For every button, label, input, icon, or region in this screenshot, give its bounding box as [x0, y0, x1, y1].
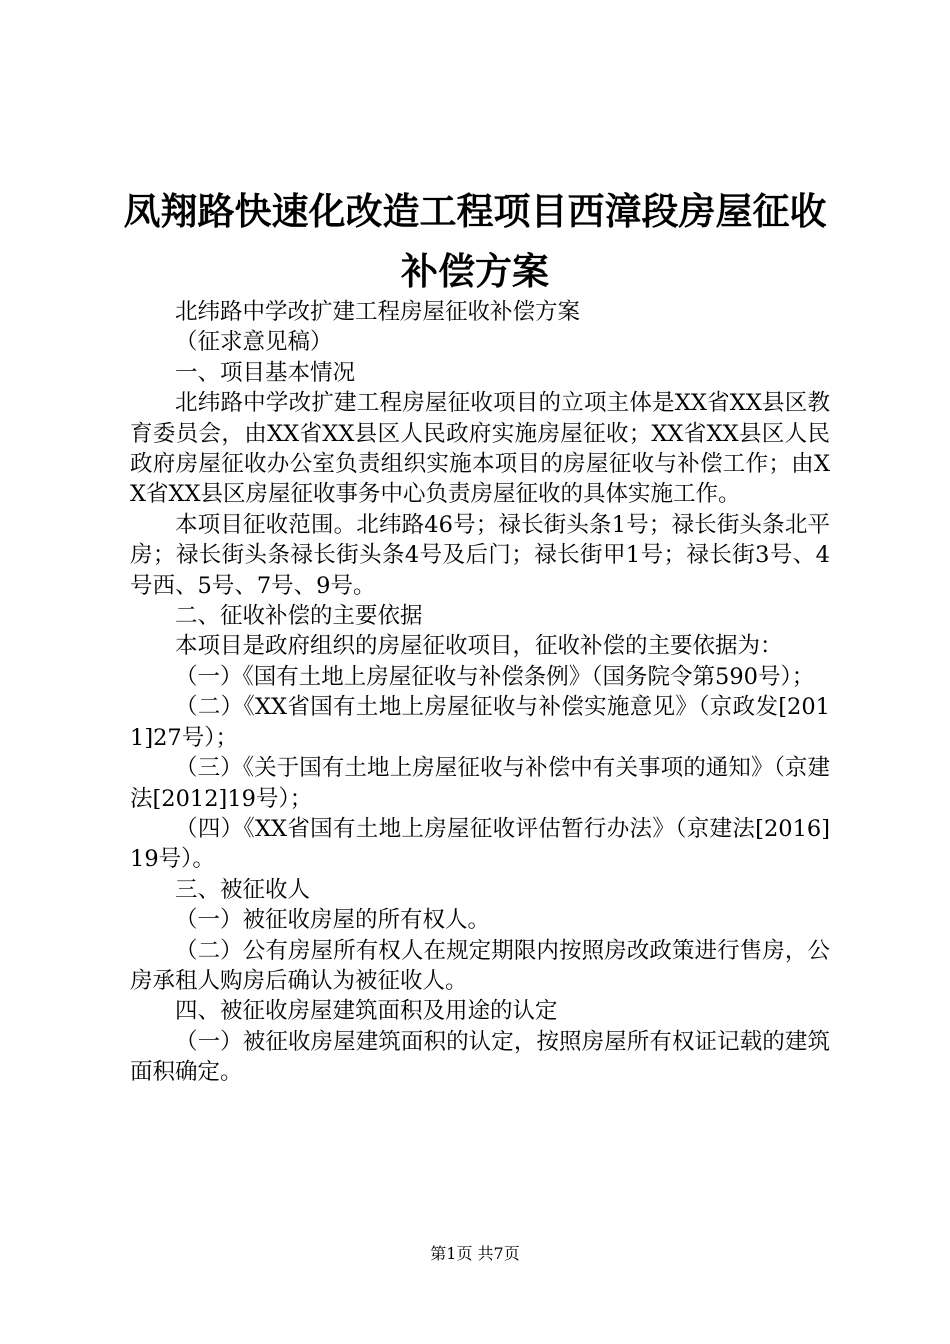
list-item: （三）《关于国有土地上房屋征收与补偿中有关事项的通知》（京建法[2012]19号）； — [130, 755, 830, 812]
list-item: （二）《XX省国有土地上房屋征收与补偿实施意见》（京政发[2011]27号）； — [130, 694, 830, 751]
section-heading-1: 一、项目基本情况 — [175, 359, 356, 386]
list-item: （四）《XX省国有土地上房屋征收评估暂行办法》（京建法[2016]19号）。 — [130, 815, 830, 873]
section-heading-3: 三、被征收人 — [175, 876, 311, 903]
body-paragraph: 北纬路中学改扩建工程房屋征收项目的立项主体是XX省XX县区教育委员会，由XX省XX县区人民政府实施房屋征收；XX省XX县区人民政府房屋征收办公室负责组织实施本项目的房屋征收与补偿工作；由XX省XX县区房屋征收事务中心负责房屋征收的具体实施工作。 — [130, 390, 830, 508]
subtitle-paragraph: 北纬路中学改扩建工程房屋征收补偿方案 — [175, 299, 581, 325]
body-paragraph: 本项目征收范围。北纬路46号；禄长街头条1号；禄长街头条北平房；禄长街头条禄长街头条4号及后门；禄长街甲1号；禄长街3号、4号西、5号、7号、9号。 — [130, 511, 830, 599]
section-heading-2: 二、征收补偿的主要依据 — [175, 603, 423, 630]
list-item: （一）被征收房屋的所有权人。 — [175, 907, 491, 934]
section-heading-4: 四、被征收房屋建筑面积及用途的认定 — [175, 998, 558, 1025]
list-item: （二）公有房屋所有权人在规定期限内按照房改政策进行售房，公房承租人购房后确认为被征收人。 — [130, 937, 830, 994]
body-paragraph: 本项目是政府组织的房屋征收项目，征收补偿的主要依据为： — [175, 633, 783, 660]
document-title: 凤翔路快速化改造工程项目西漳段房屋征收补偿方案 — [123, 190, 827, 293]
page-footer: 第1页 共7页 — [430, 1244, 520, 1263]
list-item: （一）被征收房屋建筑面积的认定，按照房屋所有权证记载的建筑面积确定。 — [130, 1028, 830, 1086]
list-item: （一）《国有土地上房屋征收与补偿条例》（国务院令第590号）； — [175, 663, 815, 690]
draft-note-paragraph: （征求意见稿） — [175, 329, 333, 356]
document-body — [130, 297, 830, 1088]
